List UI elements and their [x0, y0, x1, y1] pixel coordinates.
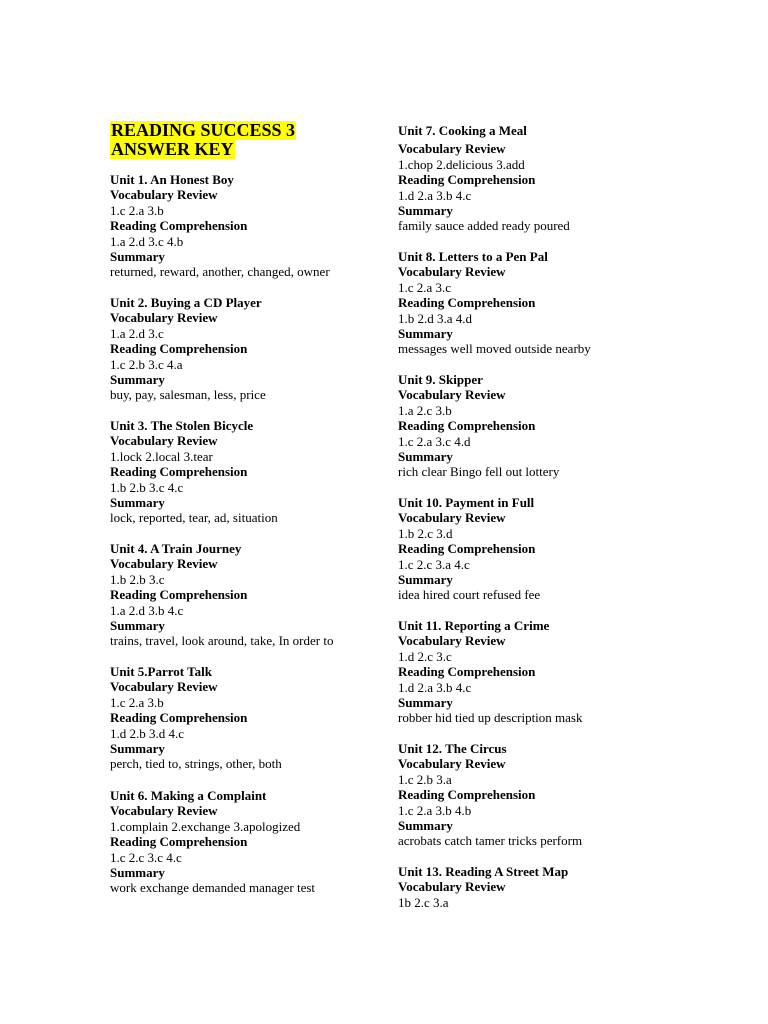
reading-answers: 1.c 2.c 3.a 4.c: [398, 556, 470, 572]
unit-title: Unit 4. A Train Journey: [110, 541, 242, 556]
vocab-answers: 1.c 2.a 3.b: [110, 694, 164, 710]
title-line-1: READING SUCCESS 3: [111, 120, 296, 140]
vocab-label: Vocabulary Review: [110, 803, 218, 819]
summary-answers: robber hid tied up description mask: [398, 710, 583, 726]
vocab-answers: 1.c 2.a 3.b: [110, 202, 164, 218]
vocab-label: Vocabulary Review: [110, 679, 218, 695]
unit-4: [110, 541, 333, 649]
reading-answers: 1.c 2.a 3.c 4.d: [398, 433, 471, 449]
summary-answers: family sauce added ready poured: [398, 218, 570, 234]
reading-answers: 1.a 2.d 3.c 4.b: [110, 233, 184, 249]
vocab-label: Vocabulary Review: [110, 187, 218, 203]
unit-title: Unit 8. Letters to a Pen Pal: [398, 249, 548, 264]
vocab-label: Vocabulary Review: [398, 141, 506, 157]
vocab-answers: 1.a 2.d 3.c: [110, 325, 164, 341]
reading-label: Reading Comprehension: [110, 834, 248, 850]
reading-answers: 1.c 2.a 3.b 4.b: [398, 802, 472, 818]
vocab-label: Vocabulary Review: [398, 633, 506, 649]
unit-title: Unit 9. Skipper: [398, 372, 483, 387]
unit-title: Unit 3. The Stolen Bicycle: [110, 418, 254, 433]
summary-label: Summary: [110, 618, 165, 634]
summary-label: Summary: [398, 818, 453, 834]
document-title: [110, 121, 296, 159]
reading-label: Reading Comprehension: [110, 464, 248, 480]
vocab-answers: 1.complain 2.exchange 3.apologized: [110, 818, 301, 834]
summary-answers: work exchange demanded manager test: [110, 880, 316, 896]
reading-label: Reading Comprehension: [398, 172, 536, 188]
unit-8: [398, 249, 591, 357]
vocab-answers: 1.b 2.c 3.d: [398, 525, 453, 541]
unit-title: Unit 7. Cooking a Meal: [398, 123, 527, 138]
vocab-answers: 1.c 2.a 3.c: [398, 279, 452, 295]
reading-answers: 1.b 2.b 3.c 4.c: [110, 479, 184, 495]
unit-2: [110, 295, 266, 403]
reading-label: Reading Comprehension: [398, 418, 536, 434]
vocab-answers: 1.chop 2.delicious 3.add: [398, 156, 525, 172]
unit-title: Unit 10. Payment in Full: [398, 495, 535, 510]
summary-label: Summary: [398, 572, 453, 588]
reading-label: Reading Comprehension: [398, 664, 536, 680]
vocab-label: Vocabulary Review: [110, 433, 218, 449]
unit-title: Unit 1. An Honest Boy: [110, 172, 234, 187]
unit-11: [398, 618, 583, 726]
unit-title: Unit 11. Reporting a Crime: [398, 618, 550, 633]
vocab-answers: 1.lock 2.local 3.tear: [110, 448, 213, 464]
summary-label: Summary: [110, 495, 165, 511]
reading-label: Reading Comprehension: [110, 341, 248, 357]
vocab-label: Vocabulary Review: [398, 510, 506, 526]
vocab-label: Vocabulary Review: [110, 310, 218, 326]
reading-answers: 1.d 2.b 3.d 4.c: [110, 725, 185, 741]
reading-label: Reading Comprehension: [398, 541, 536, 557]
summary-answers: rich clear Bingo fell out lottery: [398, 464, 560, 480]
summary-answers: returned, reward, another, changed, owner: [110, 264, 330, 280]
vocab-answers: 1.a 2.c 3.b: [398, 402, 452, 418]
unit-12: [398, 741, 582, 849]
unit-7: [398, 123, 570, 234]
unit-9: [398, 372, 559, 480]
summary-answers: trains, travel, look around, take, In order to: [110, 633, 334, 649]
unit-6: [110, 788, 315, 896]
title-line-2: ANSWER KEY: [111, 139, 234, 159]
vocab-answers: 1.b 2.b 3.c: [110, 571, 165, 587]
summary-label: Summary: [398, 326, 453, 342]
summary-answers: lock, reported, tear, ad, situation: [110, 510, 278, 526]
summary-answers: perch, tied to, strings, other, both: [110, 756, 282, 772]
reading-answers: 1.c 2.b 3.c 4.a: [110, 356, 183, 372]
unit-title: Unit 6. Making a Complaint: [110, 788, 267, 803]
summary-answers: acrobats catch tamer tricks perform: [398, 833, 583, 849]
summary-answers: buy, pay, salesman, less, price: [110, 387, 266, 403]
summary-label: Summary: [110, 249, 165, 265]
summary-label: Summary: [398, 203, 453, 219]
vocab-answers: 1b 2.c 3.a: [398, 894, 449, 910]
vocab-label: Vocabulary Review: [110, 556, 218, 572]
reading-label: Reading Comprehension: [110, 710, 248, 726]
summary-answers: idea hired court refused fee: [398, 587, 541, 603]
vocab-label: Vocabulary Review: [398, 756, 506, 772]
summary-label: Summary: [398, 695, 453, 711]
vocab-label: Vocabulary Review: [398, 264, 506, 280]
vocab-label: Vocabulary Review: [398, 387, 506, 403]
reading-answers: 1.d 2.a 3.b 4.c: [398, 187, 472, 203]
reading-answers: 1.a 2.d 3.b 4.c: [110, 602, 184, 618]
unit-1: [110, 172, 330, 280]
summary-label: Summary: [110, 372, 165, 388]
unit-13: [398, 864, 568, 910]
reading-label: Reading Comprehension: [110, 218, 248, 234]
summary-label: Summary: [398, 449, 453, 465]
reading-answers: 1.d 2.a 3.b 4.c: [398, 679, 472, 695]
summary-label: Summary: [110, 865, 165, 881]
vocab-answers: 1.d 2.c 3.c: [398, 648, 452, 664]
unit-5: [110, 664, 282, 772]
vocab-answers: 1.c 2.b 3.a: [398, 771, 452, 787]
unit-10: [398, 495, 540, 603]
reading-label: Reading Comprehension: [398, 295, 536, 311]
reading-label: Reading Comprehension: [110, 587, 248, 603]
reading-answers: 1.c 2.c 3.c 4.c: [110, 849, 182, 865]
vocab-label: Vocabulary Review: [398, 879, 506, 895]
unit-title: Unit 13. Reading A Street Map: [398, 864, 569, 879]
reading-answers: 1.b 2.d 3.a 4.d: [398, 310, 473, 326]
unit-title: Unit 2. Buying a CD Player: [110, 295, 262, 310]
unit-title: Unit 5.Parrot Talk: [110, 664, 212, 679]
summary-label: Summary: [110, 741, 165, 757]
summary-answers: messages well moved outside nearby: [398, 341, 591, 357]
unit-title: Unit 12. The Circus: [398, 741, 507, 756]
reading-label: Reading Comprehension: [398, 787, 536, 803]
unit-3: [110, 418, 278, 526]
